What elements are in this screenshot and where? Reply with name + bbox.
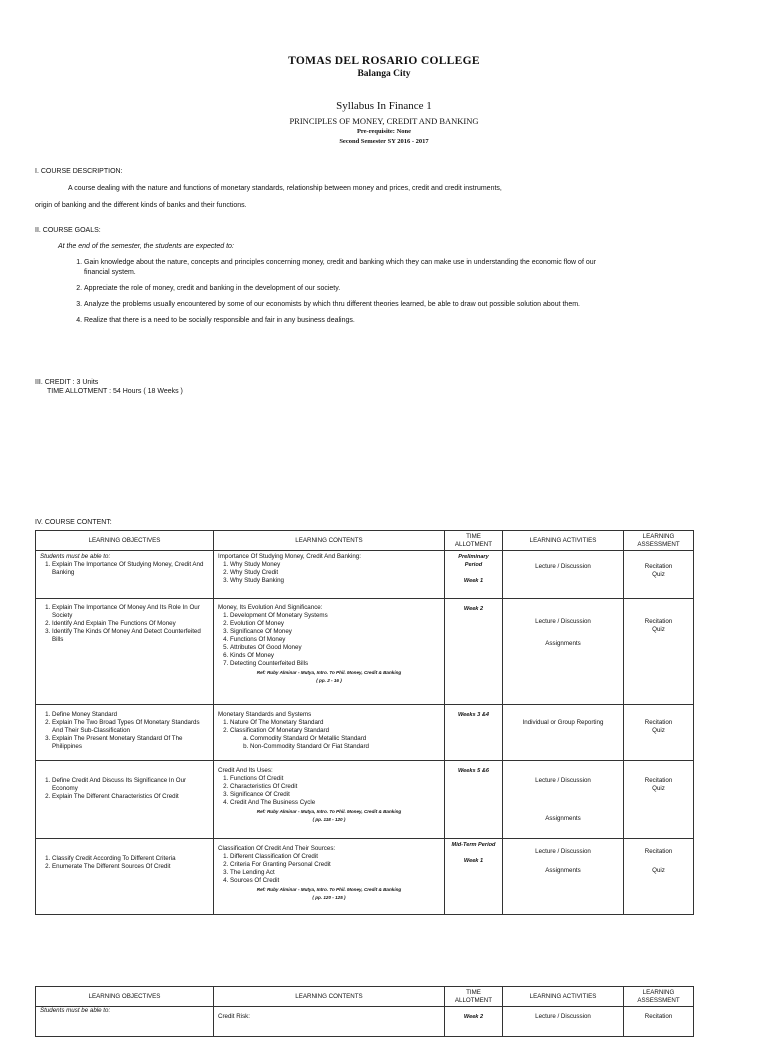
content-item: 1. Nature Of The Monetary Standard (230, 719, 440, 727)
content-item: 3. Significance Of Money (230, 628, 440, 636)
objective-item: 1. Explain The Importance Of Studying Money, Credit And Banking (52, 561, 209, 577)
objective-item: 1. Classify Credit According To Different Criteria (52, 855, 209, 863)
time-cell (445, 1007, 503, 1037)
activities-cell (503, 761, 624, 839)
content-item: 1. Development Of Monetary Systems (230, 612, 440, 620)
activity: Lecture / Discussion (535, 777, 591, 784)
content-item: 4. Credit And The Business Cycle (230, 799, 440, 807)
goal-item: 2. Appreciate the role of money, credit and banking in the development of our society. (84, 284, 610, 294)
time-cell (445, 839, 503, 915)
objective-item: 2. Identify And Explain The Functions Of Money (52, 620, 209, 628)
header-time: TIME ALLOTMENT (445, 987, 503, 1007)
college-city: Balanga City (357, 69, 411, 79)
assessment: Quiz (652, 867, 665, 874)
time-week: Week 1 (463, 578, 484, 584)
reference-pages: ( pp. 118 - 120 ) (312, 817, 346, 822)
objective-item: 1. Define Money Standard (52, 711, 209, 719)
goal-item: 4. Realize that there is a need to be socially responsible and fair in any business dealings. (84, 316, 610, 326)
assessment: Recitation (644, 777, 673, 784)
activity: Lecture / Discussion (535, 618, 591, 625)
content-title: Monetary Standards and Systems (218, 711, 312, 718)
content-title: Importance Of Studying Money, Credit And Banking: (218, 553, 361, 560)
content-item: 1. Functions Of Credit (230, 775, 440, 783)
contents-cell (214, 839, 445, 915)
content-item: 1. Why Study Money (230, 561, 440, 569)
content-title: Credit Risk: (218, 1013, 250, 1020)
college-name: TOMAS DEL ROSARIO COLLEGE (288, 55, 480, 67)
time-cell (445, 599, 503, 705)
contents-cell (214, 1007, 445, 1037)
goals-heading: II. COURSE GOALS: (35, 227, 101, 234)
assessment: Recitation (644, 1013, 673, 1020)
reference: Ref: Ruby Alminar - Mutya, Intro. To Phil. Money, Credit & Banking (256, 887, 402, 892)
assessment-cell (624, 705, 694, 761)
table-header-row (36, 987, 694, 1007)
objectives-cell (36, 705, 214, 761)
assessment-cell (624, 599, 694, 705)
description-heading: I. COURSE DESCRIPTION: (35, 168, 123, 175)
sub-item: a. Commodity Standard Or Metallic Standard (250, 735, 440, 743)
assessment: Recitation (644, 719, 673, 726)
students-intro: Students must be able to: (40, 1007, 111, 1014)
content-item: 7. Detecting Counterfeited Bills (230, 660, 440, 668)
reference-pages: ( pp. 2 - 16 ) (316, 678, 342, 683)
table-row (36, 705, 694, 761)
objectives-cell (36, 839, 214, 915)
content-item: 2. Why Study Credit (230, 569, 440, 577)
table-row (36, 761, 694, 839)
content-item: 4. Functions Of Money (230, 636, 440, 644)
students-intro: Students must be able to: (40, 553, 111, 560)
assessment-cell (624, 551, 694, 599)
assessment-cell (624, 761, 694, 839)
content-item: 6. Kinds Of Money (230, 652, 440, 660)
objective-item: 2. Enumerate The Different Sources Of Credit (52, 863, 209, 871)
header-time: TIME ALLOTMENT (445, 531, 503, 551)
time-period: Mid-Term Period (451, 842, 496, 848)
content-title: Credit And Its Uses: (218, 767, 273, 774)
assessment: Quiz (652, 785, 665, 792)
content-item-text: Classification Of Monetary Standard (230, 727, 330, 734)
time-week: Week 2 (463, 606, 484, 612)
activities-cell (503, 1007, 624, 1037)
header-contents: LEARNING CONTENTS (214, 987, 445, 1007)
objective-item: 1. Define Credit And Discuss Its Significance In Our Economy (52, 777, 209, 793)
assessment: Recitation (644, 563, 673, 570)
header-objectives: LEARNING OBJECTIVES (36, 987, 214, 1007)
goal-item: 1. Gain knowledge about the nature, concepts and principles concerning money, credit and banking which they can make use in understanding the economic flow of our financial system. (84, 258, 610, 278)
header-objectives: LEARNING OBJECTIVES (36, 531, 214, 551)
content-item: 3. Why Study Banking (230, 577, 440, 585)
table-row (36, 839, 694, 915)
content-item: 3. Significance Of Credit (230, 791, 440, 799)
activity: Assignments (545, 867, 581, 874)
content-item (230, 727, 440, 751)
objectives-cell (36, 599, 214, 705)
activity: Lecture / Discussion (535, 563, 591, 570)
time-week: Week 1 (463, 858, 484, 864)
contents-cell (214, 551, 445, 599)
time-cell (445, 705, 503, 761)
header-assessment: LEARNING ASSESSMENT (624, 531, 694, 551)
semester: Second Semester SY 2016 - 2017 (339, 138, 429, 145)
time-week: Weeks 5 &6 (458, 768, 489, 774)
assessment-cell (624, 1007, 694, 1037)
time-period: Preliminary Period (458, 554, 489, 568)
description-line-2: origin of banking and the different kinds of banks and their functions. (35, 202, 247, 209)
goals-list (70, 258, 610, 332)
time-week: Weeks 3 &4 (458, 712, 489, 718)
header-contents: LEARNING CONTENTS (214, 531, 445, 551)
assessment: Quiz (652, 571, 665, 578)
reference: Ref: Ruby Alminar - Mutya, Intro. To Phil. Money, Credit & Banking (256, 670, 402, 675)
description-line-1: A course dealing with the nature and functions of monetary standards, relationship between money and prices, credit and credit instruments, (68, 185, 502, 192)
goals-intro: At the end of the semester, the students are expected to: (58, 243, 234, 250)
assessment: Recitation (644, 618, 673, 625)
assessment-cell (624, 839, 694, 915)
content-title: Money, Its Evolution And Significance: (218, 604, 323, 611)
content-item: 2. Criteria For Granting Personal Credit (230, 861, 440, 869)
content-item: 3. The Lending Act (230, 869, 440, 877)
goal-item: 3. Analyze the problems usually encountered by some of our economists by which thru different theories learned, be able to draw out possible solution about them. (84, 300, 610, 310)
activities-cell (503, 551, 624, 599)
course-content-table (35, 530, 694, 915)
activity: Lecture / Discussion (535, 848, 591, 855)
credit-line: III. CREDIT : 3 Units (35, 379, 99, 386)
time-cell (445, 551, 503, 599)
activity: Assignments (545, 815, 581, 822)
course-content-table-continued (35, 986, 694, 1037)
objective-item: 1. Explain The Importance Of Money And Its Role In Our Society (52, 604, 209, 620)
objective-item: 3. Identify The Kinds Of Money And Detect Counterfeited Bills (52, 628, 209, 644)
table-row (36, 599, 694, 705)
content-item: 2. Characteristics Of Credit (230, 783, 440, 791)
assessment: Quiz (652, 626, 665, 633)
prerequisite: Pre-requisite: None (356, 128, 412, 135)
time-allotment-line: TIME ALLOTMENT : 54 Hours ( 18 Weeks ) (47, 388, 183, 395)
table-header-row (36, 531, 694, 551)
reference: Ref: Ruby Alminar - Mutya, Intro. To Phil. Money, Credit & Banking (256, 809, 402, 814)
content-item: 4. Sources Of Credit (230, 877, 440, 885)
activity: Lecture / Discussion (535, 1013, 591, 1020)
objective-item: 2. Explain The Different Characteristics Of Credit (52, 793, 209, 801)
header-assessment: LEARNING ASSESSMENT (624, 987, 694, 1007)
time-week: Week 2 (463, 1014, 484, 1020)
sub-item: b. Non-Commodity Standard Or Fiat Standard (250, 743, 440, 751)
content-item: 5. Attributes Of Good Money (230, 644, 440, 652)
contents-cell (214, 705, 445, 761)
activities-cell (503, 705, 624, 761)
objectives-cell (36, 761, 214, 839)
contents-cell (214, 761, 445, 839)
content-title: Classification Of Credit And Their Sources: (218, 845, 336, 852)
activity: Assignments (545, 640, 581, 647)
header-activities: LEARNING ACTIVITIES (503, 987, 624, 1007)
subject-title: PRINCIPLES OF MONEY, CREDIT AND BANKING (289, 116, 479, 126)
activities-cell (503, 599, 624, 705)
assessment: Recitation (644, 848, 673, 855)
content-item: 2. Evolution Of Money (230, 620, 440, 628)
activity: Individual or Group Reporting (522, 719, 604, 726)
objectives-cell (36, 1007, 214, 1037)
content-heading: IV. COURSE CONTENT: (35, 519, 112, 526)
syllabus-title: Syllabus In Finance 1 (336, 100, 432, 112)
assessment: Quiz (652, 727, 665, 734)
content-item: 1. Different Classification Of Credit (230, 853, 440, 861)
table-row (36, 1007, 694, 1037)
table-row (36, 551, 694, 599)
objective-item: 3. Explain The Present Monetary Standard Of The Philippines (52, 735, 209, 751)
activities-cell (503, 839, 624, 915)
contents-cell (214, 599, 445, 705)
objective-item: 2. Explain The Two Broad Types Of Monetary Standards And Their Sub-Classification (52, 719, 209, 735)
header-activities: LEARNING ACTIVITIES (503, 531, 624, 551)
objectives-cell (36, 551, 214, 599)
time-cell (445, 761, 503, 839)
reference-pages: ( pp. 120 - 125 ) (312, 895, 346, 900)
